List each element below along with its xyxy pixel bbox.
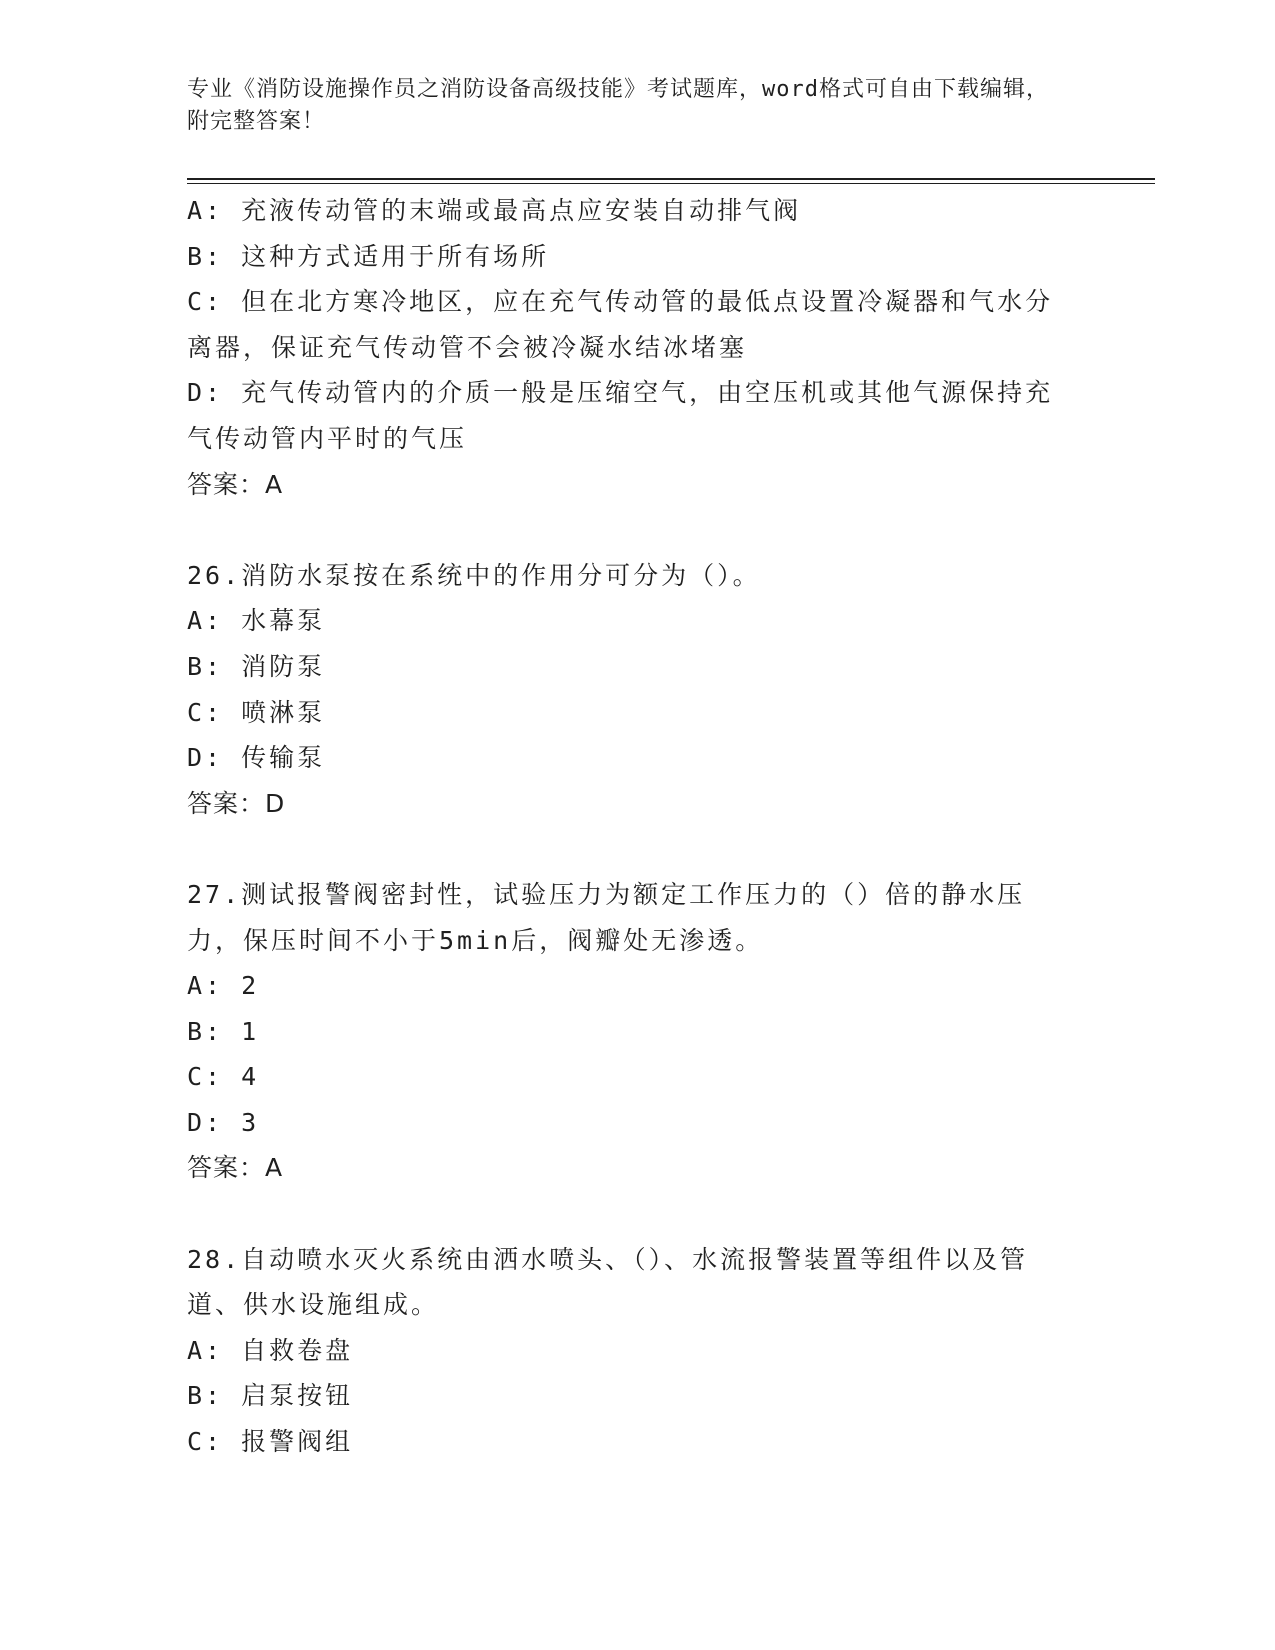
option-d: D: 3 — [187, 1107, 260, 1137]
question-block-27 — [187, 872, 1067, 1191]
question-block-28 — [187, 1237, 1067, 1465]
question-stem: 27.测试报警阀密封性，试验压力为额定工作压力的（）倍的静水压力，保压时间不小于5min后，阀瓣处无渗透。 — [187, 879, 1026, 955]
option-a: A: 自救卷盘 — [187, 1335, 354, 1365]
header-divider — [187, 178, 1155, 184]
option-a: A: 充液传动管的末端或最高点应安装自动排气阀 — [187, 196, 802, 225]
option-c: C: 但在北方寒冷地区，应在充气传动管的最低点设置冷凝器和气水分离器，保证充气传动管不会被冷凝水结冰堵塞 — [187, 287, 1054, 362]
question-stem: 26.消防水泵按在系统中的作用分可分为（）。 — [187, 560, 761, 590]
answer-line: 答案：D — [187, 788, 286, 818]
option-a: A: 水幕泵 — [187, 606, 326, 636]
option-b: B: 消防泵 — [187, 651, 326, 681]
option-c: C: 4 — [187, 1062, 260, 1092]
question-block-prev — [187, 188, 1067, 507]
answer-line: 答案：A — [187, 469, 284, 499]
option-d: D: 充气传动管内的介质一般是压缩空气，由空压机或其他气源保持充气传动管内平时的气压 — [187, 378, 1054, 453]
option-b: B: 1 — [187, 1016, 260, 1046]
answer-line: 答案：A — [187, 1153, 284, 1183]
option-c: C: 喷淋泵 — [187, 697, 326, 727]
option-d: D: 传输泵 — [187, 743, 326, 773]
spacer — [187, 826, 1067, 872]
question-stem: 28.自动喷水灭火系统由洒水喷头、（）、水流报警装置等组件以及管道、供水设施组成。 — [187, 1244, 1029, 1320]
option-a: A: 2 — [187, 971, 260, 1001]
spacer — [187, 507, 1067, 553]
option-c: C: 报警阀组 — [187, 1427, 354, 1457]
header-text: 专业《消防设施操作员之消防设备高级技能》考试题库，word格式可自由下载编辑，附完整答案！ — [187, 77, 1049, 134]
question-list — [187, 188, 1067, 1465]
option-b: B: 启泵按钮 — [187, 1381, 354, 1411]
document-header — [187, 74, 1067, 138]
spacer — [187, 1191, 1067, 1237]
option-b: B: 这种方式适用于所有场所 — [187, 241, 550, 271]
question-block-26 — [187, 553, 1067, 827]
